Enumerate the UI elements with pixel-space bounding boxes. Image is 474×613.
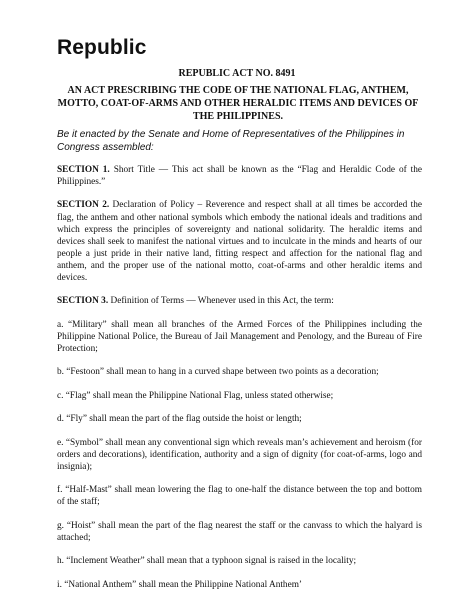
definition-national-anthem: i. “National Anthem” shall mean the Philippine National Anthem’ bbox=[57, 579, 303, 590]
section-1-text: Short Title — This act shall be known as the “Flag and Heraldic Code of the Philippines.” bbox=[57, 165, 422, 188]
definition-military: a. “Military” shall mean all branches of the Armed Forces of the Philippines including the Philippine National Police, the Bureau of Jail Management and Penology, and the Bureau of Fire Protection; bbox=[57, 319, 422, 355]
section-2-text: Declaration of Policy – Reverence and respect shall at all times be accorded the flag, the anthem and other national symbols which embody the national ideals and traditions and which express the principles of sovereignty and national solidarity. The heraldic items and devices shall seek to manifest the national virtues and to inculcate in the minds and hearts of our people a just pride in their native land, fitting respect and affection for the national flag and anthem, and the proper use of the national motto, coat-of-arms and other heraldic items and devices. bbox=[57, 200, 422, 284]
definition-flag: c. “Flag” shall mean the Philippine National Flag, unless stated otherwise; bbox=[57, 390, 334, 401]
section-1 bbox=[57, 164, 422, 188]
act-title: AN ACT PRESCRIBING THE CODE OF THE NATIONAL FLAG, ANTHEM, MOTTO, COAT-OF-ARMS AND OTHER HERALDIC ITEMS AND DEVICES OF THE PHILIPPINES. bbox=[57, 85, 419, 122]
document-body bbox=[57, 164, 422, 602]
enacting-clause: Be it enacted by the Senate and Home of Representatives of the Philippines in Congress assembled: bbox=[57, 129, 405, 153]
page-heading: Republic bbox=[57, 36, 147, 59]
section-3-text: Definition of Terms — Whenever used in this Act, the term: bbox=[108, 296, 334, 307]
section-3 bbox=[57, 295, 422, 307]
section-3-label: SECTION 3. bbox=[57, 296, 109, 307]
section-1-label: SECTION 1. bbox=[57, 165, 110, 175]
definition-hoist: g. “Hoist” shall mean the part of the flag nearest the staff or the canvass to which the halyard is attached; bbox=[57, 520, 422, 543]
definition-half-mast: f. “Half-Mast” shall mean lowering the flag to one-half the distance between the top and bottom of the staff; bbox=[57, 485, 422, 508]
definition-fly: d. “Fly” shall mean the part of the flag outside the hoist or length; bbox=[57, 414, 302, 425]
definition-inclement-weather: h. “Inclement Weather” shall mean that a typhoon signal is raised in the locality; bbox=[57, 556, 357, 567]
act-number: REPUBLIC ACT NO. 8491 bbox=[178, 68, 296, 79]
section-2 bbox=[57, 199, 422, 284]
definition-festoon: b. “Festoon” shall mean to hang in a curved shape between two points as a decoration; bbox=[57, 367, 379, 378]
definition-symbol: e. “Symbol” shall mean any conventional sign which reveals man’s achievement and heroism (for orders and decorations), identification, authority and a sign of dignity (for coat-of-arms, logo and insignia); bbox=[57, 437, 422, 472]
section-2-label: SECTION 2. bbox=[57, 200, 110, 211]
